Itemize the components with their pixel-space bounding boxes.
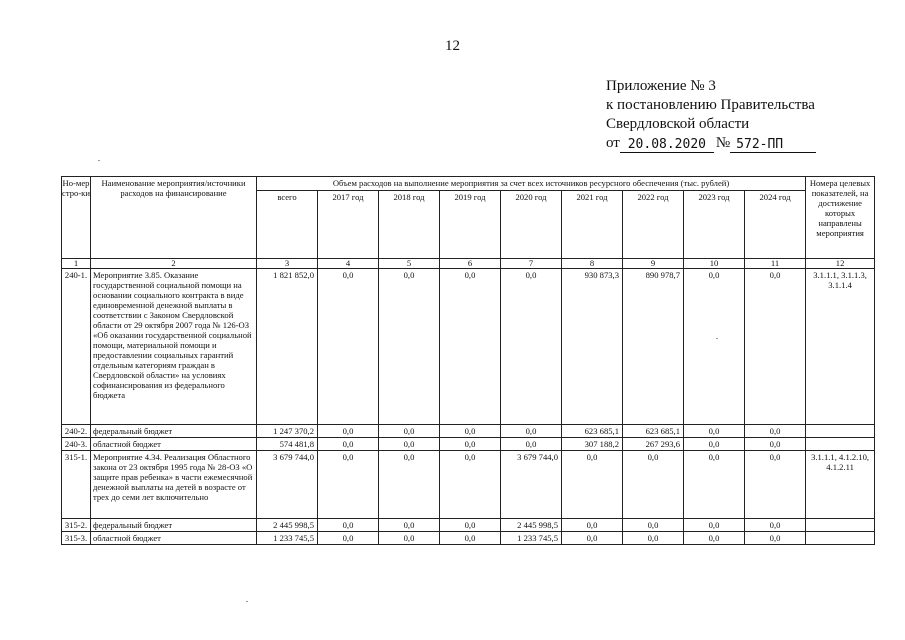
value-2023: 0,0 — [684, 532, 745, 545]
appendix-title: Приложение № 3 — [606, 78, 716, 94]
value-2017: 0,0 — [318, 451, 379, 519]
value-2019: 0,0 — [440, 438, 501, 451]
row-number: 240-3. — [62, 438, 91, 451]
appendix-signature-line — [606, 134, 816, 153]
value-total: 574 481,8 — [257, 438, 318, 451]
table-row — [62, 451, 875, 519]
value-total: 1 247 370,2 — [257, 425, 318, 438]
header-name: Наименование мероприятия/источники расходов на финансирование — [91, 177, 257, 259]
column-number: 10 — [684, 259, 745, 269]
value-2021: 0,0 — [562, 532, 623, 545]
table-body — [62, 259, 875, 545]
value-total: 1 233 745,5 — [257, 532, 318, 545]
value-2017: 0,0 — [318, 425, 379, 438]
value-2022: 0,0 — [623, 519, 684, 532]
appendix-line-3: Свердловской области — [606, 116, 750, 132]
row-description: Мероприятие 3.85. Оказание государственной социальной помощи на основании социального контракта в виде единовременной денежной выплаты в соответствии с Законом Свердловской области от 29 октября 2007 года № 126-ОЗ «Об оказании государственной социальной помощи, материальной помощи и предоставлении социальных гарантий отдельным категориям граждан в Свердловской области» на условиях софинансирования из федерального бюджета — [91, 269, 257, 425]
value-2018: 0,0 — [379, 438, 440, 451]
value-2021: 307 188,2 — [562, 438, 623, 451]
value-2024: 0,0 — [745, 269, 806, 425]
column-number-row — [62, 259, 875, 269]
column-number: 6 — [440, 259, 501, 269]
value-2018: 0,0 — [379, 269, 440, 425]
value-2024: 0,0 — [745, 425, 806, 438]
value-2023: 0,0 — [684, 269, 745, 425]
header-year: 2017 год — [318, 191, 379, 259]
header-targets: Номера целевых показателей, на достижение которых направлены мероприятия — [806, 177, 875, 259]
row-number: 315-3. — [62, 532, 91, 545]
target-indicators: 3.1.1.1, 4.1.2.10, 4.1.2.11 — [806, 451, 875, 519]
value-2022: 267 293,6 — [623, 438, 684, 451]
from-label: от — [606, 135, 620, 151]
table-row — [62, 269, 875, 425]
target-indicators — [806, 438, 875, 451]
value-2019: 0,0 — [440, 451, 501, 519]
value-2019: 0,0 — [440, 532, 501, 545]
column-number: 12 — [806, 259, 875, 269]
column-number: 5 — [379, 259, 440, 269]
scan-dot — [98, 160, 100, 161]
column-number: 8 — [562, 259, 623, 269]
row-number: 315-2. — [62, 519, 91, 532]
value-total: 1 821 852,0 — [257, 269, 318, 425]
value-2017: 0,0 — [318, 519, 379, 532]
value-total: 3 679 744,0 — [257, 451, 318, 519]
column-number: 9 — [623, 259, 684, 269]
value-2024: 0,0 — [745, 532, 806, 545]
value-2022: 0,0 — [623, 532, 684, 545]
table-row — [62, 519, 875, 532]
row-description: Мероприятие 4.34. Реализация Областного закона от 23 октября 1995 года № 28-ОЗ «О защите прав ребенка» в части ежемесячной денежной выплаты на детей в возрасте от трех до семи лет включительно — [91, 451, 257, 519]
row-description: областной бюджет — [91, 532, 257, 545]
header-year: всего — [257, 191, 318, 259]
scan-dot — [716, 338, 718, 339]
resolution-number: 572-ПП — [730, 137, 816, 153]
header-volume: Объем расходов на выполнение мероприятия за счет всех источников ресурсного обеспечения (тыс. рублей) — [257, 177, 806, 191]
target-indicators: 3.1.1.1, 3.1.1.3, 3.1.1.4 — [806, 269, 875, 425]
value-2020: 0,0 — [501, 269, 562, 425]
value-2020: 1 233 745,5 — [501, 532, 562, 545]
budget-table — [61, 176, 875, 545]
appendix-line-2: к постановлению Правительства — [606, 97, 815, 113]
table-row — [62, 438, 875, 451]
value-2021: 930 873,3 — [562, 269, 623, 425]
column-number: 11 — [745, 259, 806, 269]
value-2017: 0,0 — [318, 438, 379, 451]
value-2024: 0,0 — [745, 451, 806, 519]
value-2024: 0,0 — [745, 519, 806, 532]
value-2021: 623 685,1 — [562, 425, 623, 438]
page-number: 12 — [445, 38, 460, 54]
target-indicators — [806, 425, 875, 438]
value-2020: 2 445 998,5 — [501, 519, 562, 532]
appendix-block — [606, 77, 816, 153]
header-year: 2020 год — [501, 191, 562, 259]
value-2020: 0,0 — [501, 438, 562, 451]
value-2018: 0,0 — [379, 451, 440, 519]
value-2021: 0,0 — [562, 519, 623, 532]
column-number: 4 — [318, 259, 379, 269]
value-2023: 0,0 — [684, 519, 745, 532]
table-row — [62, 425, 875, 438]
column-number: 3 — [257, 259, 318, 269]
column-number: 1 — [62, 259, 91, 269]
table-header — [62, 177, 875, 259]
header-row-number: Но-мер стро-ки — [62, 177, 91, 259]
row-description: федеральный бюджет — [91, 519, 257, 532]
value-2019: 0,0 — [440, 519, 501, 532]
column-number: 7 — [501, 259, 562, 269]
header-year: 2024 год — [745, 191, 806, 259]
value-2023: 0,0 — [684, 425, 745, 438]
value-2017: 0,0 — [318, 269, 379, 425]
value-2018: 0,0 — [379, 519, 440, 532]
header-year: 2022 год — [623, 191, 684, 259]
value-2023: 0,0 — [684, 438, 745, 451]
row-number: 240-1. — [62, 269, 91, 425]
value-2019: 0,0 — [440, 425, 501, 438]
row-number: 240-2. — [62, 425, 91, 438]
header-year: 2019 год — [440, 191, 501, 259]
scan-dot — [246, 601, 248, 602]
value-2018: 0,0 — [379, 532, 440, 545]
value-2018: 0,0 — [379, 425, 440, 438]
row-description: федеральный бюджет — [91, 425, 257, 438]
value-2023: 0,0 — [684, 451, 745, 519]
resolution-date: 20.08.2020 — [620, 137, 714, 153]
value-2022: 623 685,1 — [623, 425, 684, 438]
value-2020: 3 679 744,0 — [501, 451, 562, 519]
value-2019: 0,0 — [440, 269, 501, 425]
number-label: № — [715, 135, 731, 151]
value-2022: 890 978,7 — [623, 269, 684, 425]
target-indicators — [806, 532, 875, 545]
value-2022: 0,0 — [623, 451, 684, 519]
column-number: 2 — [91, 259, 257, 269]
header-year: 2018 год — [379, 191, 440, 259]
value-2021: 0,0 — [562, 451, 623, 519]
value-2024: 0,0 — [745, 438, 806, 451]
row-number: 315-1. — [62, 451, 91, 519]
value-2017: 0,0 — [318, 532, 379, 545]
table-row — [62, 532, 875, 545]
value-2020: 0,0 — [501, 425, 562, 438]
header-year: 2021 год — [562, 191, 623, 259]
header-year: 2023 год — [684, 191, 745, 259]
target-indicators — [806, 519, 875, 532]
value-total: 2 445 998,5 — [257, 519, 318, 532]
row-description: областной бюджет — [91, 438, 257, 451]
